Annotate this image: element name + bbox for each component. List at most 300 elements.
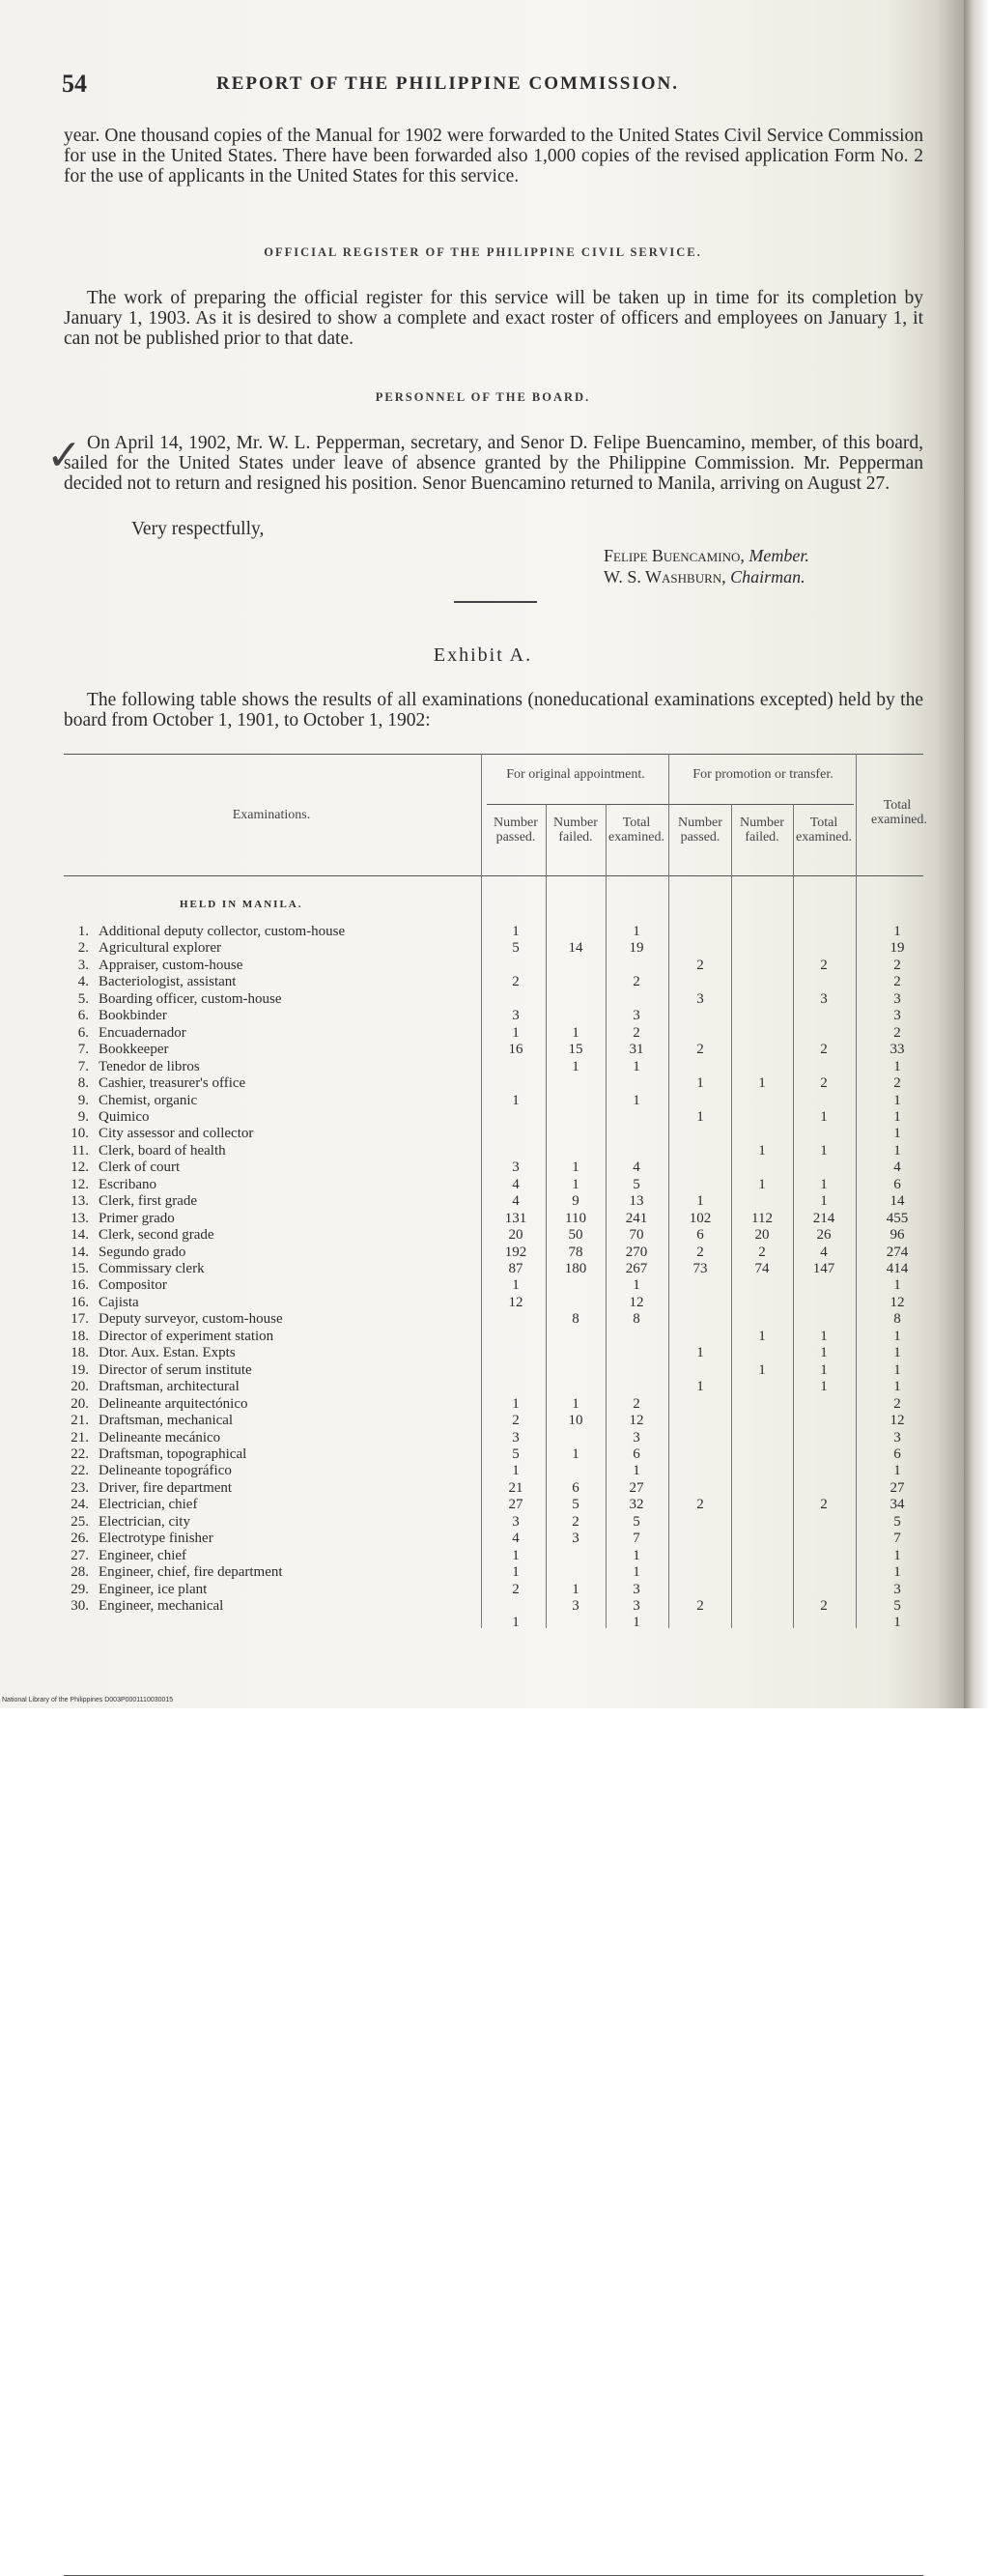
cell-ot: 3 [633, 1008, 640, 1024]
row-examination-name: Clerk, first grade [99, 1193, 198, 1210]
cell-op: 4 [512, 1193, 520, 1210]
paragraph-personnel: On April 14, 1902, Mr. W. L. Pepperman, secretary, and Senor D. Felipe Buencamino, member, of this board, sailed for the United States under leave of absence granted by the Philippine Commission. Mr. Pepperman decided not to return and resigned his position. Senor Buencamino returned to Manila, arriving on August 27. [64, 433, 923, 494]
table-row [64, 1093, 923, 1109]
table-row [64, 1211, 923, 1227]
cell-of: 5 [572, 1497, 579, 1513]
cell-total: 2 [893, 1075, 901, 1092]
cell-ot: 6 [633, 1445, 640, 1462]
row-examination-name: Quimico [99, 1108, 150, 1125]
cell-total: 1 [893, 924, 901, 939]
table-row [64, 1277, 923, 1294]
row-number: 9. [77, 1092, 89, 1108]
table-row [64, 1008, 923, 1024]
row-number: 21. [71, 1429, 89, 1445]
cell-total: 2 [893, 1024, 901, 1041]
cell-pp: 2 [696, 1042, 704, 1058]
cell-pt: 1 [820, 1328, 828, 1344]
table-row [64, 1615, 923, 1631]
cell-ot: 241 [625, 1210, 648, 1226]
row-number: 12. [71, 1176, 89, 1192]
row-number: 13. [71, 1193, 89, 1210]
cell-op: 20 [508, 1227, 523, 1244]
row-examination-name: Electrician, city [99, 1513, 190, 1530]
cell-ot: 32 [629, 1497, 644, 1513]
cell-total: 2 [893, 1395, 901, 1412]
table-row [64, 1159, 923, 1176]
row-number: 12. [71, 1159, 89, 1176]
cell-pf: 1 [758, 1361, 766, 1378]
cell-of: 1 [572, 1176, 579, 1192]
row-number: 17. [71, 1311, 89, 1328]
cell-op: 27 [508, 1497, 523, 1513]
cell-pt: 4 [820, 1244, 828, 1260]
cell-total: 455 [886, 1210, 909, 1226]
row-number: 18. [71, 1328, 89, 1344]
cell-ot: 2 [633, 1024, 640, 1041]
header-total-examined-original: Total examined. [608, 816, 664, 844]
table-row [64, 1042, 923, 1058]
cell-op: 2 [512, 974, 520, 990]
header-number-passed: Number passed. [494, 816, 538, 844]
cell-ot: 1 [633, 1615, 640, 1631]
table-row [64, 1379, 923, 1395]
group-rule [487, 804, 854, 805]
cell-pp: 1 [696, 1345, 704, 1361]
cell-of: 6 [572, 1479, 579, 1496]
cell-pt: 2 [820, 1497, 828, 1513]
cell-op: 1 [512, 1547, 520, 1563]
section-rule [454, 601, 537, 603]
table-row [64, 1463, 923, 1479]
cell-pt: 2 [820, 1598, 828, 1614]
header-number-failed: Number failed. [553, 816, 598, 844]
cell-op: 1 [512, 1615, 520, 1631]
cell-op: 1 [512, 1395, 520, 1412]
row-examination-name: Draftsman, architectural [99, 1379, 240, 1395]
table-row [64, 1362, 923, 1379]
row-number: 30. [71, 1598, 89, 1614]
cell-total: 1 [893, 1328, 901, 1344]
cell-total: 414 [886, 1261, 909, 1276]
page-edge-shadow [964, 0, 989, 1708]
cell-of: 14 [568, 940, 583, 957]
cell-of: 15 [568, 1042, 583, 1058]
heading-personnel: PERSONNEL OF THE BOARD. [375, 390, 591, 404]
row-examination-name: Primer grado [99, 1210, 175, 1226]
cell-total: 14 [890, 1193, 905, 1210]
cell-of: 110 [565, 1210, 586, 1226]
row-number: 18. [71, 1345, 89, 1361]
table-row [64, 1480, 923, 1497]
row-number: 10. [71, 1126, 89, 1142]
row-number: 1. [77, 924, 89, 939]
row-examination-name: Tenedor de libros [99, 1058, 200, 1074]
row-examination-name: Director of experiment station [99, 1328, 274, 1344]
cell-ot: 13 [629, 1193, 644, 1210]
cell-total: 1 [893, 1108, 901, 1125]
signature-washburn [604, 567, 805, 587]
table-row [64, 958, 923, 974]
cell-pt: 1 [820, 1361, 828, 1378]
signature-title: Member. [749, 546, 809, 565]
signature-name: W. S. Washburn, [604, 567, 726, 587]
running-title: REPORT OF THE PHILIPPINE COMMISSION. [216, 73, 680, 94]
cell-op: 1 [512, 924, 520, 939]
row-number: 23. [71, 1479, 89, 1496]
row-examination-name: Delineante topográfico [99, 1463, 232, 1479]
cell-op: 3 [512, 1429, 520, 1445]
cell-op: 3 [512, 1513, 520, 1530]
cell-total: 3 [893, 1581, 901, 1597]
cell-ot: 12 [629, 1294, 644, 1310]
row-examination-name: Clerk, board of health [99, 1142, 226, 1159]
cell-op: 4 [512, 1531, 520, 1547]
table-row [64, 1564, 923, 1581]
cell-ot: 1 [633, 1277, 640, 1294]
cell-total: 2 [893, 957, 901, 973]
row-number: 7. [77, 1042, 89, 1058]
cell-pp: 2 [696, 1244, 704, 1260]
cell-ot: 1 [633, 924, 640, 939]
paragraph-register: The work of preparing the official register for this service will be taken up in time for its completion by January 1, 1903. As it is desired to show a complete and exact roster of officers and employees on January 1, it can not be published prior to that date. [64, 288, 923, 349]
cell-ot: 1 [633, 1564, 640, 1581]
cell-total: 34 [890, 1497, 905, 1513]
table-row [64, 1396, 923, 1413]
signature-title: Chairman. [730, 567, 805, 587]
row-number: 29. [71, 1581, 89, 1597]
section-held-in-manila: HELD IN MANILA. [180, 899, 303, 910]
cell-total: 27 [890, 1479, 905, 1496]
row-examination-name: Clerk of court [99, 1159, 181, 1176]
cell-op: 131 [504, 1210, 527, 1226]
cell-pp: 1 [696, 1108, 704, 1125]
row-examination-name: Segundo grado [99, 1244, 186, 1260]
cell-op: 4 [512, 1176, 520, 1192]
cell-ot: 7 [633, 1531, 640, 1547]
cell-of: 9 [572, 1193, 579, 1210]
cell-pf: 74 [754, 1261, 770, 1276]
row-examination-name: Engineer, mechanical [99, 1598, 224, 1614]
cell-total: 12 [890, 1413, 905, 1429]
cell-of: 1 [572, 1058, 579, 1074]
row-number: 2. [77, 940, 89, 957]
cell-pp: 1 [696, 1075, 704, 1092]
cell-pp: 1 [696, 1193, 704, 1210]
cell-ot: 3 [633, 1429, 640, 1445]
cell-op: 3 [512, 1159, 520, 1176]
row-number: 20. [71, 1379, 89, 1395]
cell-total: 96 [890, 1227, 905, 1244]
cell-ot: 3 [633, 1581, 640, 1597]
table-row [64, 1193, 923, 1210]
row-number: 13. [71, 1210, 89, 1226]
cell-total: 19 [890, 940, 905, 957]
row-examination-name: Cashier, treasurer's office [99, 1075, 246, 1092]
table-row [64, 1177, 923, 1193]
row-number: 6. [77, 1024, 89, 1041]
row-number: 15. [71, 1261, 89, 1276]
exhibit-title: Exhibit A. [433, 644, 533, 666]
cell-pt: 1 [820, 1379, 828, 1395]
cell-ot: 4 [633, 1159, 640, 1176]
cell-op: 87 [508, 1261, 523, 1276]
table-row [64, 1126, 923, 1142]
cell-of: 78 [568, 1244, 583, 1260]
table-row [64, 1227, 923, 1244]
table-row [64, 1143, 923, 1159]
table-row [64, 1345, 923, 1361]
cell-op: 3 [512, 1008, 520, 1024]
row-number: 16. [71, 1277, 89, 1294]
row-examination-name: Commissary clerk [99, 1261, 205, 1276]
cell-pf: 20 [754, 1227, 770, 1244]
cell-of: 8 [572, 1311, 579, 1328]
cell-pt: 147 [812, 1261, 835, 1276]
table-row [64, 1446, 923, 1463]
cell-total: 1 [893, 1142, 901, 1159]
signature-buencamino [604, 546, 809, 566]
cell-total: 2 [893, 974, 901, 990]
cell-pp: 102 [689, 1210, 712, 1226]
cell-ot: 2 [633, 974, 640, 990]
cell-pt: 26 [816, 1227, 832, 1244]
cell-pp: 2 [696, 1598, 704, 1614]
cell-total: 5 [893, 1513, 901, 1530]
handwritten-check-icon: ✓ [46, 432, 82, 479]
cell-of: 1 [572, 1024, 579, 1041]
cell-total: 1 [893, 1126, 901, 1142]
cell-op: 5 [512, 940, 520, 957]
table-row [64, 991, 923, 1008]
cell-pt: 1 [820, 1345, 828, 1361]
footer-source: National Library of the Philippines D003P0001110030015 [2, 1697, 174, 1703]
row-number: 3. [77, 957, 89, 973]
cell-pp: 1 [696, 1379, 704, 1395]
row-number: 21. [71, 1413, 89, 1429]
row-number: 6. [77, 1008, 89, 1024]
row-number: 5. [77, 990, 89, 1007]
cell-total: 1 [893, 1615, 901, 1631]
table-row [64, 1497, 923, 1513]
table-row [64, 1548, 923, 1564]
row-examination-name: Delineante mecánico [99, 1429, 221, 1445]
cell-pf: 1 [758, 1142, 766, 1159]
cell-of: 3 [572, 1531, 579, 1547]
cell-of: 180 [564, 1261, 587, 1276]
table-row [64, 1261, 923, 1277]
cell-total: 1 [893, 1058, 901, 1074]
row-number: 7. [77, 1058, 89, 1074]
table-row [64, 974, 923, 990]
row-number: 28. [71, 1564, 89, 1581]
cell-pt: 1 [820, 1176, 828, 1192]
table-row [64, 1582, 923, 1598]
cell-total: 1 [893, 1379, 901, 1395]
table-row [64, 940, 923, 957]
table-header-rule [64, 875, 923, 876]
closing-line: Very respectfully, [131, 519, 265, 539]
cell-op: 1 [512, 1092, 520, 1108]
cell-of: 1 [572, 1445, 579, 1462]
cell-op: 5 [512, 1445, 520, 1462]
row-examination-name: Director of serum institute [99, 1361, 252, 1378]
row-examination-name: Escribano [99, 1176, 156, 1192]
cell-total: 33 [890, 1042, 905, 1058]
row-examination-name: Clerk, second grade [99, 1227, 214, 1244]
cell-pf: 112 [751, 1210, 773, 1226]
cell-ot: 27 [629, 1479, 644, 1496]
cell-op: 12 [508, 1294, 523, 1310]
cell-ot: 70 [629, 1227, 644, 1244]
cell-op: 16 [508, 1042, 523, 1058]
cell-ot: 1 [633, 1092, 640, 1108]
table-top-rule [64, 754, 923, 755]
cell-total: 1 [893, 1564, 901, 1581]
row-examination-name: Appraiser, custom-house [99, 957, 243, 973]
table-row [64, 924, 923, 940]
table-row [64, 1311, 923, 1328]
cell-pp: 2 [696, 957, 704, 973]
cell-of: 50 [568, 1227, 583, 1244]
row-examination-name: Bookkeeper [99, 1042, 169, 1058]
cell-pt: 1 [820, 1108, 828, 1125]
table-row [64, 1598, 923, 1615]
cell-pt: 214 [812, 1210, 835, 1226]
cell-pt: 2 [820, 1075, 828, 1092]
cell-ot: 19 [629, 940, 644, 957]
row-examination-name: Boarding officer, custom-house [99, 990, 282, 1007]
row-examination-name: Engineer, chief [99, 1547, 187, 1563]
cell-total: 12 [890, 1294, 905, 1310]
cell-ot: 1 [633, 1463, 640, 1479]
cell-ot: 31 [629, 1042, 644, 1058]
row-number: 22. [71, 1445, 89, 1462]
cell-pf: 1 [758, 1075, 766, 1092]
row-examination-name: City assessor and collector [99, 1126, 254, 1142]
row-number: 19. [71, 1361, 89, 1378]
cell-of: 3 [572, 1598, 579, 1614]
row-number: 20. [71, 1395, 89, 1412]
cell-ot: 270 [625, 1244, 648, 1260]
cell-total: 6 [893, 1445, 901, 1462]
row-number: 26. [71, 1531, 89, 1547]
cell-of: 1 [572, 1395, 579, 1412]
cell-ot: 1 [633, 1058, 640, 1074]
cell-total: 1 [893, 1361, 901, 1378]
row-examination-name: Compositor [99, 1277, 167, 1294]
cell-pf: 1 [758, 1328, 766, 1344]
cell-of: 2 [572, 1513, 579, 1530]
cell-of: 1 [572, 1581, 579, 1597]
row-examination-name: Driver, fire department [99, 1479, 233, 1496]
cell-op: 192 [504, 1244, 527, 1260]
cell-total: 1 [893, 1092, 901, 1108]
row-number: 14. [71, 1227, 89, 1244]
cell-op: 1 [512, 1463, 520, 1479]
cell-pt: 1 [820, 1193, 828, 1210]
cell-op: 21 [508, 1479, 523, 1496]
table-row [64, 1059, 923, 1075]
cell-pp: 6 [696, 1227, 704, 1244]
cell-total: 1 [893, 1277, 901, 1294]
header-original-appointment: For original appointment. [506, 767, 645, 782]
table-row [64, 1245, 923, 1261]
cell-pp: 2 [696, 1497, 704, 1513]
cell-ot: 8 [633, 1311, 640, 1328]
header-promotion-transfer: For promotion or transfer. [692, 767, 834, 782]
row-examination-name: Deputy surveyor, custom-house [99, 1311, 283, 1328]
table-row [64, 1531, 923, 1547]
row-examination-name: Engineer, ice plant [99, 1581, 208, 1597]
cell-total: 6 [893, 1176, 901, 1192]
row-examination-name: Bookbinder [99, 1008, 167, 1024]
row-examination-name: Encuadernador [99, 1024, 186, 1041]
row-number: 9. [77, 1108, 89, 1125]
cell-op: 2 [512, 1413, 520, 1429]
row-number: 14. [71, 1244, 89, 1260]
row-examination-name: Chemist, organic [99, 1092, 198, 1108]
row-number: 16. [71, 1294, 89, 1310]
row-examination-name: Additional deputy collector, custom-house [99, 924, 346, 939]
cell-pt: 3 [820, 990, 828, 1007]
row-number: 22. [71, 1463, 89, 1479]
header-examinations: Examinations. [232, 808, 311, 822]
row-examination-name: Draftsman, mechanical [99, 1413, 234, 1429]
paragraph-manual: year. One thousand copies of the Manual for 1902 were forwarded to the United States Civil Service Commission for use in the United States. There have been forwarded also 1,000 copies of the revised application Form No. 2 for the use of applicants in the United States for this service. [64, 126, 923, 186]
cell-ot: 267 [625, 1261, 648, 1276]
cell-op: 1 [512, 1024, 520, 1041]
cell-pp: 3 [696, 990, 704, 1007]
table-row [64, 1329, 923, 1345]
cell-total: 3 [893, 990, 901, 1007]
cell-pf: 1 [758, 1176, 766, 1192]
page-number: 54 [62, 70, 87, 98]
row-number: 27. [71, 1547, 89, 1563]
row-number: 25. [71, 1513, 89, 1530]
page-header [62, 70, 912, 99]
cell-ot: 2 [633, 1395, 640, 1412]
signature-name: Felipe Buencamino, [604, 546, 745, 565]
header-number-passed-promotion: Number passed. [678, 816, 722, 844]
header-number-failed-promotion: Number failed. [740, 816, 784, 844]
cell-op: 1 [512, 1564, 520, 1581]
cell-total: 3 [893, 1008, 901, 1024]
cell-total: 1 [893, 1463, 901, 1479]
header-total-examined-promotion: Total examined. [796, 816, 852, 844]
row-number: 8. [77, 1075, 89, 1092]
cell-total: 3 [893, 1429, 901, 1445]
row-examination-name: Electrician, chief [99, 1497, 198, 1513]
cell-ot: 5 [633, 1176, 640, 1192]
table-row [64, 1514, 923, 1531]
cell-total: 5 [893, 1598, 901, 1614]
table-row [64, 1109, 923, 1126]
cell-pt: 2 [820, 1042, 828, 1058]
table-intro: The following table shows the results of all examinations (noneducational examinations excepted) held by the board from October 1, 1901, to October 1, 1902: [64, 690, 923, 730]
cell-total: 7 [893, 1531, 901, 1547]
row-number: 24. [71, 1497, 89, 1513]
cell-total: 1 [893, 1345, 901, 1361]
cell-of: 1 [572, 1159, 579, 1176]
row-number: 11. [71, 1142, 89, 1159]
row-examination-name: Engineer, chief, fire department [99, 1564, 283, 1581]
cell-pt: 1 [820, 1142, 828, 1159]
table-row [64, 1430, 923, 1446]
heading-official-register: OFFICIAL REGISTER OF THE PHILIPPINE CIVIL SERVICE. [264, 245, 702, 259]
row-examination-name: Draftsman, topographical [99, 1445, 247, 1462]
cell-total: 274 [886, 1244, 909, 1260]
cell-pf: 2 [758, 1244, 766, 1260]
